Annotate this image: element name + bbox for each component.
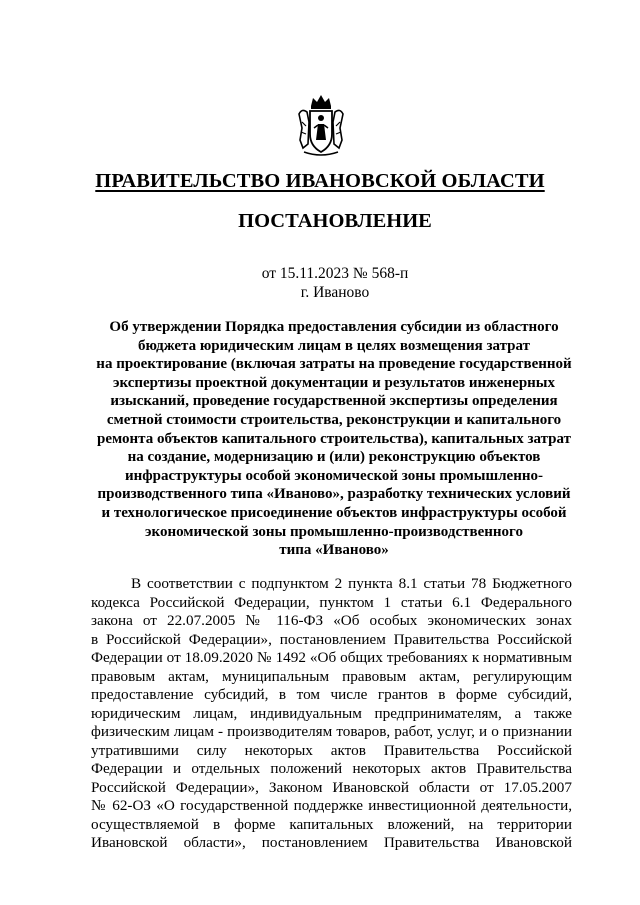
body-line: юридическим лицам, индивидуальным предпринимателям, а также: [91, 704, 572, 722]
subject-line: инфраструктуры особой экономической зоны промышленно-: [125, 467, 543, 484]
body-line: предоставление субсидий, в том числе грантов в форме субсидий,: [91, 686, 572, 703]
subject-line: Об утверждении Порядка предоставления субсидии из областного: [109, 319, 559, 335]
body-line: Российской Федерации», Законом Ивановской области от 17.05.2007: [91, 778, 572, 796]
document-subject: [80, 318, 588, 560]
body-line: Федерации от 18.09.2020 № 1492 «Об общих требованиях к нормативным: [91, 649, 572, 666]
document-body: [91, 575, 572, 853]
document-type-heading: ПОСТАНОВЛЕНИЕ: [238, 210, 432, 232]
body-line: закона от 22.07.2005 № 116-ФЗ «Об особых экономических зонах: [91, 612, 572, 629]
body-line: Федерации и отдельных положений некоторых актов Правительства: [91, 760, 572, 777]
subject-line: типа «Иваново»: [279, 542, 389, 559]
body-line: № 62-ОЗ «О государственной поддержке инвестиционной деятельности,: [91, 797, 572, 814]
subject-line: изысканий, проведение государственной экспертизы определения: [110, 393, 558, 410]
subject-line: на проектирование (включая затраты на проведение государственной: [96, 356, 572, 373]
body-line: кодекса Российской Федерации, пунктом 1 статьи 6.1 Федерального: [91, 593, 572, 611]
subject-line: сметной стоимости строительства, реконструкции и капитального: [106, 411, 562, 428]
subject-line: ремонта объектов капитального строительства), капитальных затрат: [97, 430, 571, 447]
subject-line: производственного типа «Иваново», разработку технических условий: [97, 486, 571, 503]
document-city: г. Иваново: [300, 284, 370, 301]
body-line: Ивановской области», постановлением Правительства Ивановской: [91, 834, 572, 851]
subject-line: бюджета юридическим лицам в целях возмещения затрат: [138, 337, 530, 354]
government-title: ПРАВИТЕЛЬСТВО ИВАНОВСКОЙ ОБЛАСТИ: [95, 170, 545, 192]
body-line: физическим лицам - производителям товаров, работ, услуг, и о признании: [91, 723, 572, 740]
coat-of-arms-icon: [296, 92, 346, 158]
document-date-number: от 15.11.2023 № 568-п: [261, 265, 409, 282]
subject-line: экономической зоны промышленно-производственного: [145, 523, 523, 540]
body-line: в Российской Федерации», постановлением Правительства Российской: [91, 630, 572, 648]
subject-line: экспертизы проектной документации и результатов инженерных: [112, 374, 556, 391]
subject-line: и технологическое присоединение объектов инфраструктуры особой: [101, 504, 567, 521]
body-line: утратившими силу некоторых актов Правительства Российской: [91, 741, 572, 759]
body-line: В соответствии с подпунктом 2 пункта 8.1 статьи 78 Бюджетного: [131, 575, 572, 592]
subject-line: на создание, модернизацию и (или) реконструкцию объектов: [127, 449, 541, 466]
body-line: правовым актам, муниципальным правовым актам, регулирующим: [91, 667, 572, 685]
body-line: осуществляемой в форме капитальных вложений, на территории: [91, 815, 572, 833]
